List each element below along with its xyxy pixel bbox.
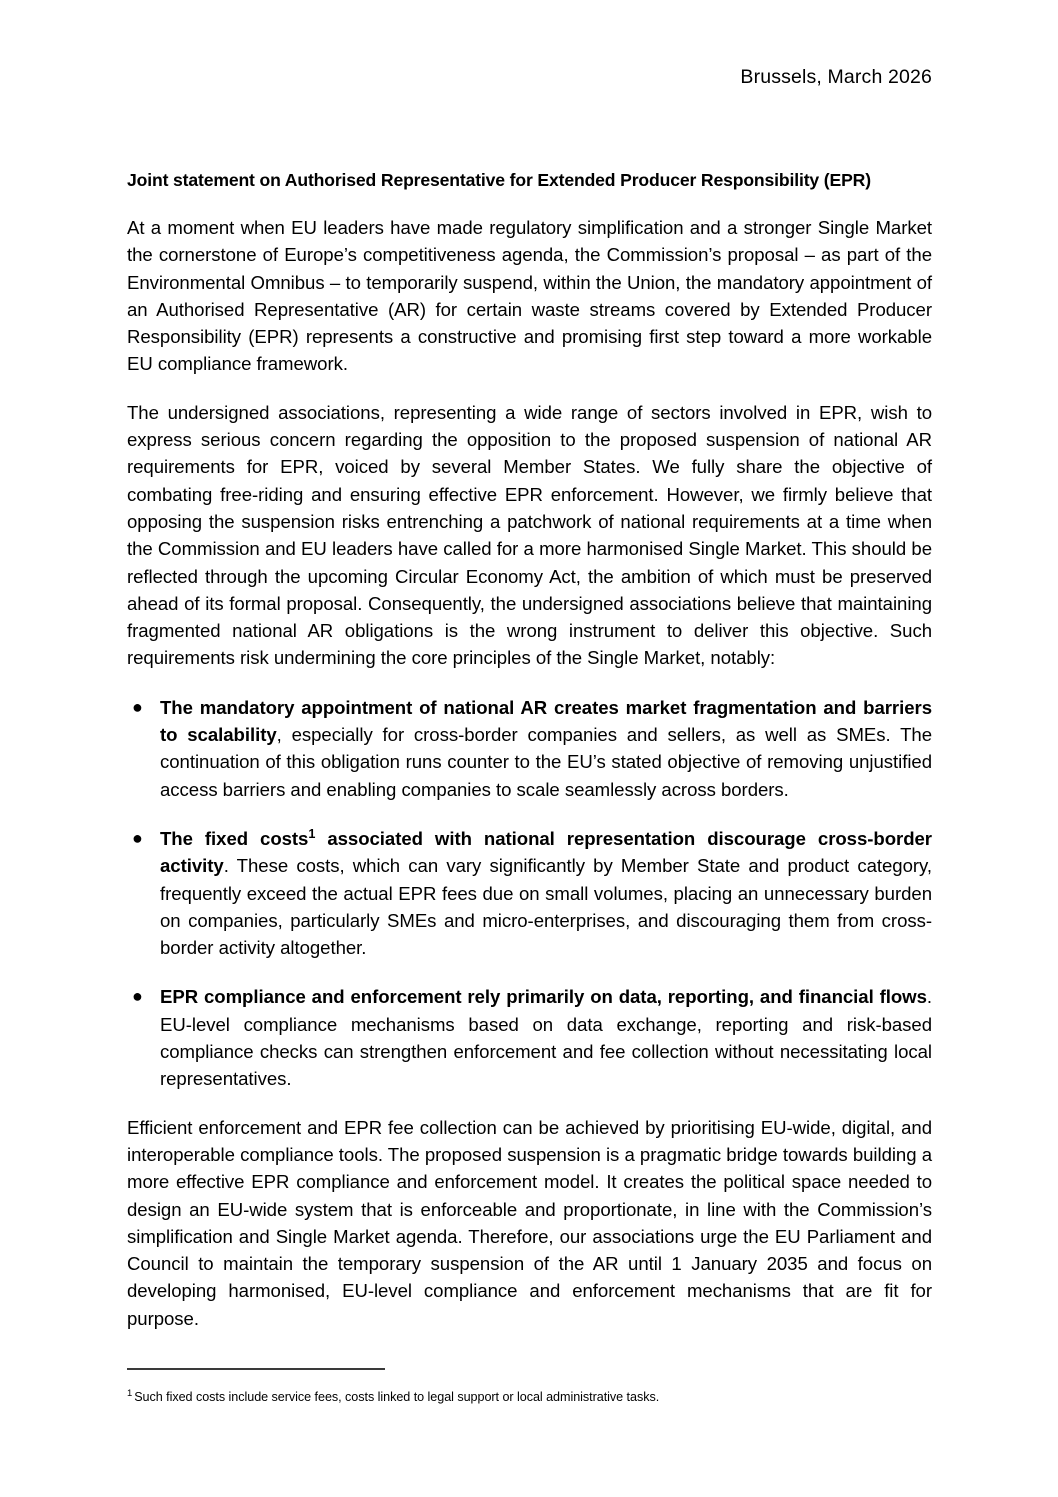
footnote-area xyxy=(127,1368,932,1406)
footnote-reference-marker[interactable]: 1 xyxy=(308,826,316,841)
bullet-lead-text-continued: associated with national representation discourage cross-border activity xyxy=(160,827,932,877)
paragraph-intro: At a moment when EU leaders have made regulatory simplification and a stronger Single Market the cornerstone of Europe’s competitiveness agenda, the Commission’s proposal – as part of the Environmental Omnibus – to temporarily suspend, within the Union, the mandatory appointment of an Authorised Representative (AR) for certain waste streams covered by Extended Producer Responsibility (EPR) represents a constructive and promising first step toward a more workable EU compliance framework. xyxy=(127,217,932,375)
footnote-separator-rule xyxy=(127,1368,385,1370)
bullet-body-text: . These costs, which can vary significantly by Member State and product category, frequently exceed the actual EPR fees due on small volumes, placing an unnecessary burden on companies, particularly SMEs and micro-enterprises, and discouraging them from cross-border activity altogether. xyxy=(160,855,932,959)
bullet-body-text: , especially for cross-border companies and sellers, as well as SMEs. The continuation of this obligation runs counter to the EU’s stated objective of removing unjustified access barriers and enabling companies to scale seamlessly across borders. xyxy=(160,724,932,800)
paragraph-conclusion: Efficient enforcement and EPR fee collection can be achieved by prioritising EU-wide, digital, and interoperable compliance tools. The proposed suspension is a pragmatic bridge towards building a more effective EPR compliance and enforcement model. It creates the political space needed to design an EU-wide system that is enforceable and proportionate, in line with the Commission’s simplification and Single Market agenda. Therefore, our associations urge the EU Parliament and Council to maintain the temporary suspension of the AR until 1 January 2035 and focus on developing harmonised, EU-level compliance and enforcement mechanisms that are fit for purpose. xyxy=(127,1116,932,1329)
footnote-entry xyxy=(127,1388,932,1406)
bullet-lead-text: The fixed costs xyxy=(160,827,309,849)
bullet-dot-icon: ● xyxy=(132,986,143,1007)
document-title: Joint statement on Authorised Representative for Extended Producer Responsibility (EPR) xyxy=(127,170,871,190)
footnote-text: Such fixed costs include service fees, costs linked to legal support or local administrative tasks. xyxy=(134,1390,660,1404)
document-date-line: Brussels, March 2026 xyxy=(740,66,932,88)
paragraph-concern: The undersigned associations, representing a wide range of sectors involved in EPR, wish to express serious concern regarding the opposition to the proposed suspension of national AR requirements for EPR, voiced by several Member States. We fully share the objective of combating free-riding and ensuring effective EPR enforcement. However, we firmly believe that opposing the suspension risks entrenching a patchwork of national requirements at a time when the Commission and EU leaders have called for a more harmonised Single Market. This should be reflected through the upcoming Circular Economy Act, the ambition of which must be preserved ahead of its formal proposal. Consequently, the undersigned associations believe that maintaining fragmented national AR obligations is the wrong instrument to deliver this objective. Such requirements risk undermining the core principles of the Single Market, notably: xyxy=(127,401,932,669)
bullet-dot-icon: ● xyxy=(132,827,143,848)
document-content xyxy=(127,0,932,1332)
footnote-number: 1 xyxy=(127,1387,133,1399)
bullet-lead-text: The mandatory appointment of national AR creates market fragmentation and barriers to scalability xyxy=(160,696,932,746)
list-item xyxy=(127,825,932,961)
list-item xyxy=(127,694,932,803)
bullet-body-text: . EU-level compliance mechanisms based on data exchange, reporting and risk-based compliance checks can strengthen enforcement and fee collection without necessitating local representatives. xyxy=(160,986,932,1090)
bullet-dot-icon: ● xyxy=(132,696,143,717)
principles-bullet-list xyxy=(127,694,932,1093)
list-item xyxy=(127,983,932,1092)
bullet-lead-text: EPR compliance and enforcement rely primarily on data, reporting, and financial flows xyxy=(160,986,927,1008)
